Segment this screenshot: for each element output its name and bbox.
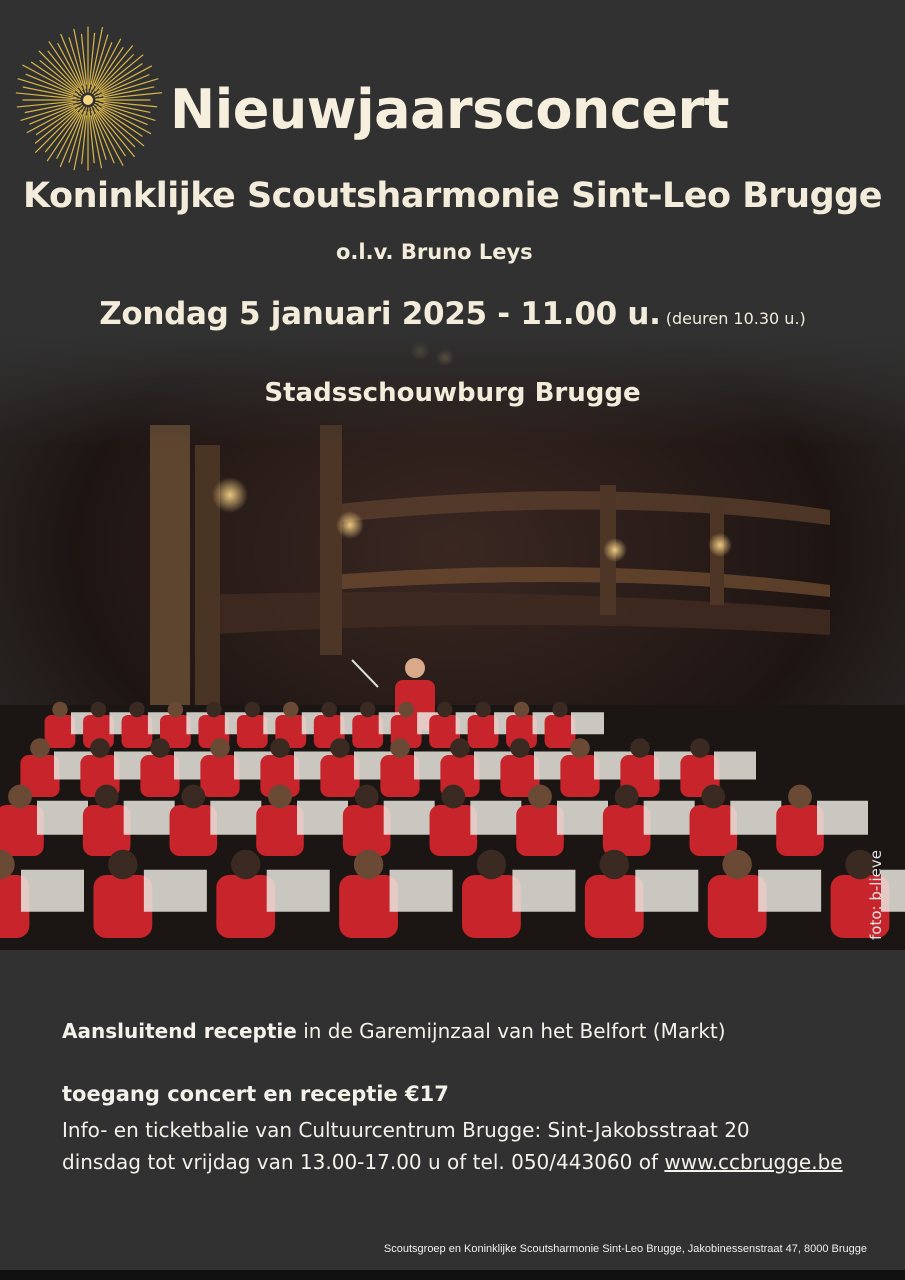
photo-credit xyxy=(856,845,896,945)
hours-line xyxy=(62,1150,843,1174)
concert-date: Zondag 5 januari 2025 - 11.00 u. xyxy=(99,296,661,332)
price-line: toegang concert en receptie €17 xyxy=(62,1082,449,1106)
bottom-bar xyxy=(0,1270,905,1280)
doors-time: (deuren 10.30 u.) xyxy=(665,309,806,328)
ensemble-name: Koninklijke Scoutsharmonie Sint-Leo Brugge xyxy=(23,176,882,216)
reception-line xyxy=(62,1019,726,1043)
photo-credit-text: foto: b-lieve xyxy=(867,850,885,940)
date-line xyxy=(0,296,905,332)
footer-address: Scoutsgroep en Koninklijke Scoutsharmonie Sint-Leo Brugge, Jakobinessenstraat 47, 8000 Brugge xyxy=(383,1243,867,1255)
website-link[interactable]: www.ccbrugge.be xyxy=(664,1150,843,1174)
ticket-info: Info- en ticketbalie van Cultuurcentrum Brugge: Sint-Jakobsstraat 20 xyxy=(62,1118,750,1142)
hours-text: dinsdag tot vrijdag van 13.00-17.00 u of tel. 050/443060 of xyxy=(62,1150,665,1174)
reception-bold: Aansluitend receptie xyxy=(62,1019,297,1043)
conductor-line: o.l.v. Bruno Leys xyxy=(336,240,533,264)
venue-name: Stadsschouwburg Brugge xyxy=(264,378,641,408)
concert-photo xyxy=(0,335,905,950)
firework-icon xyxy=(8,20,168,180)
poster-title: Nieuwjaarsconcert xyxy=(170,78,729,141)
reception-text: in de Garemijnzaal van het Belfort (Markt) xyxy=(296,1019,726,1043)
